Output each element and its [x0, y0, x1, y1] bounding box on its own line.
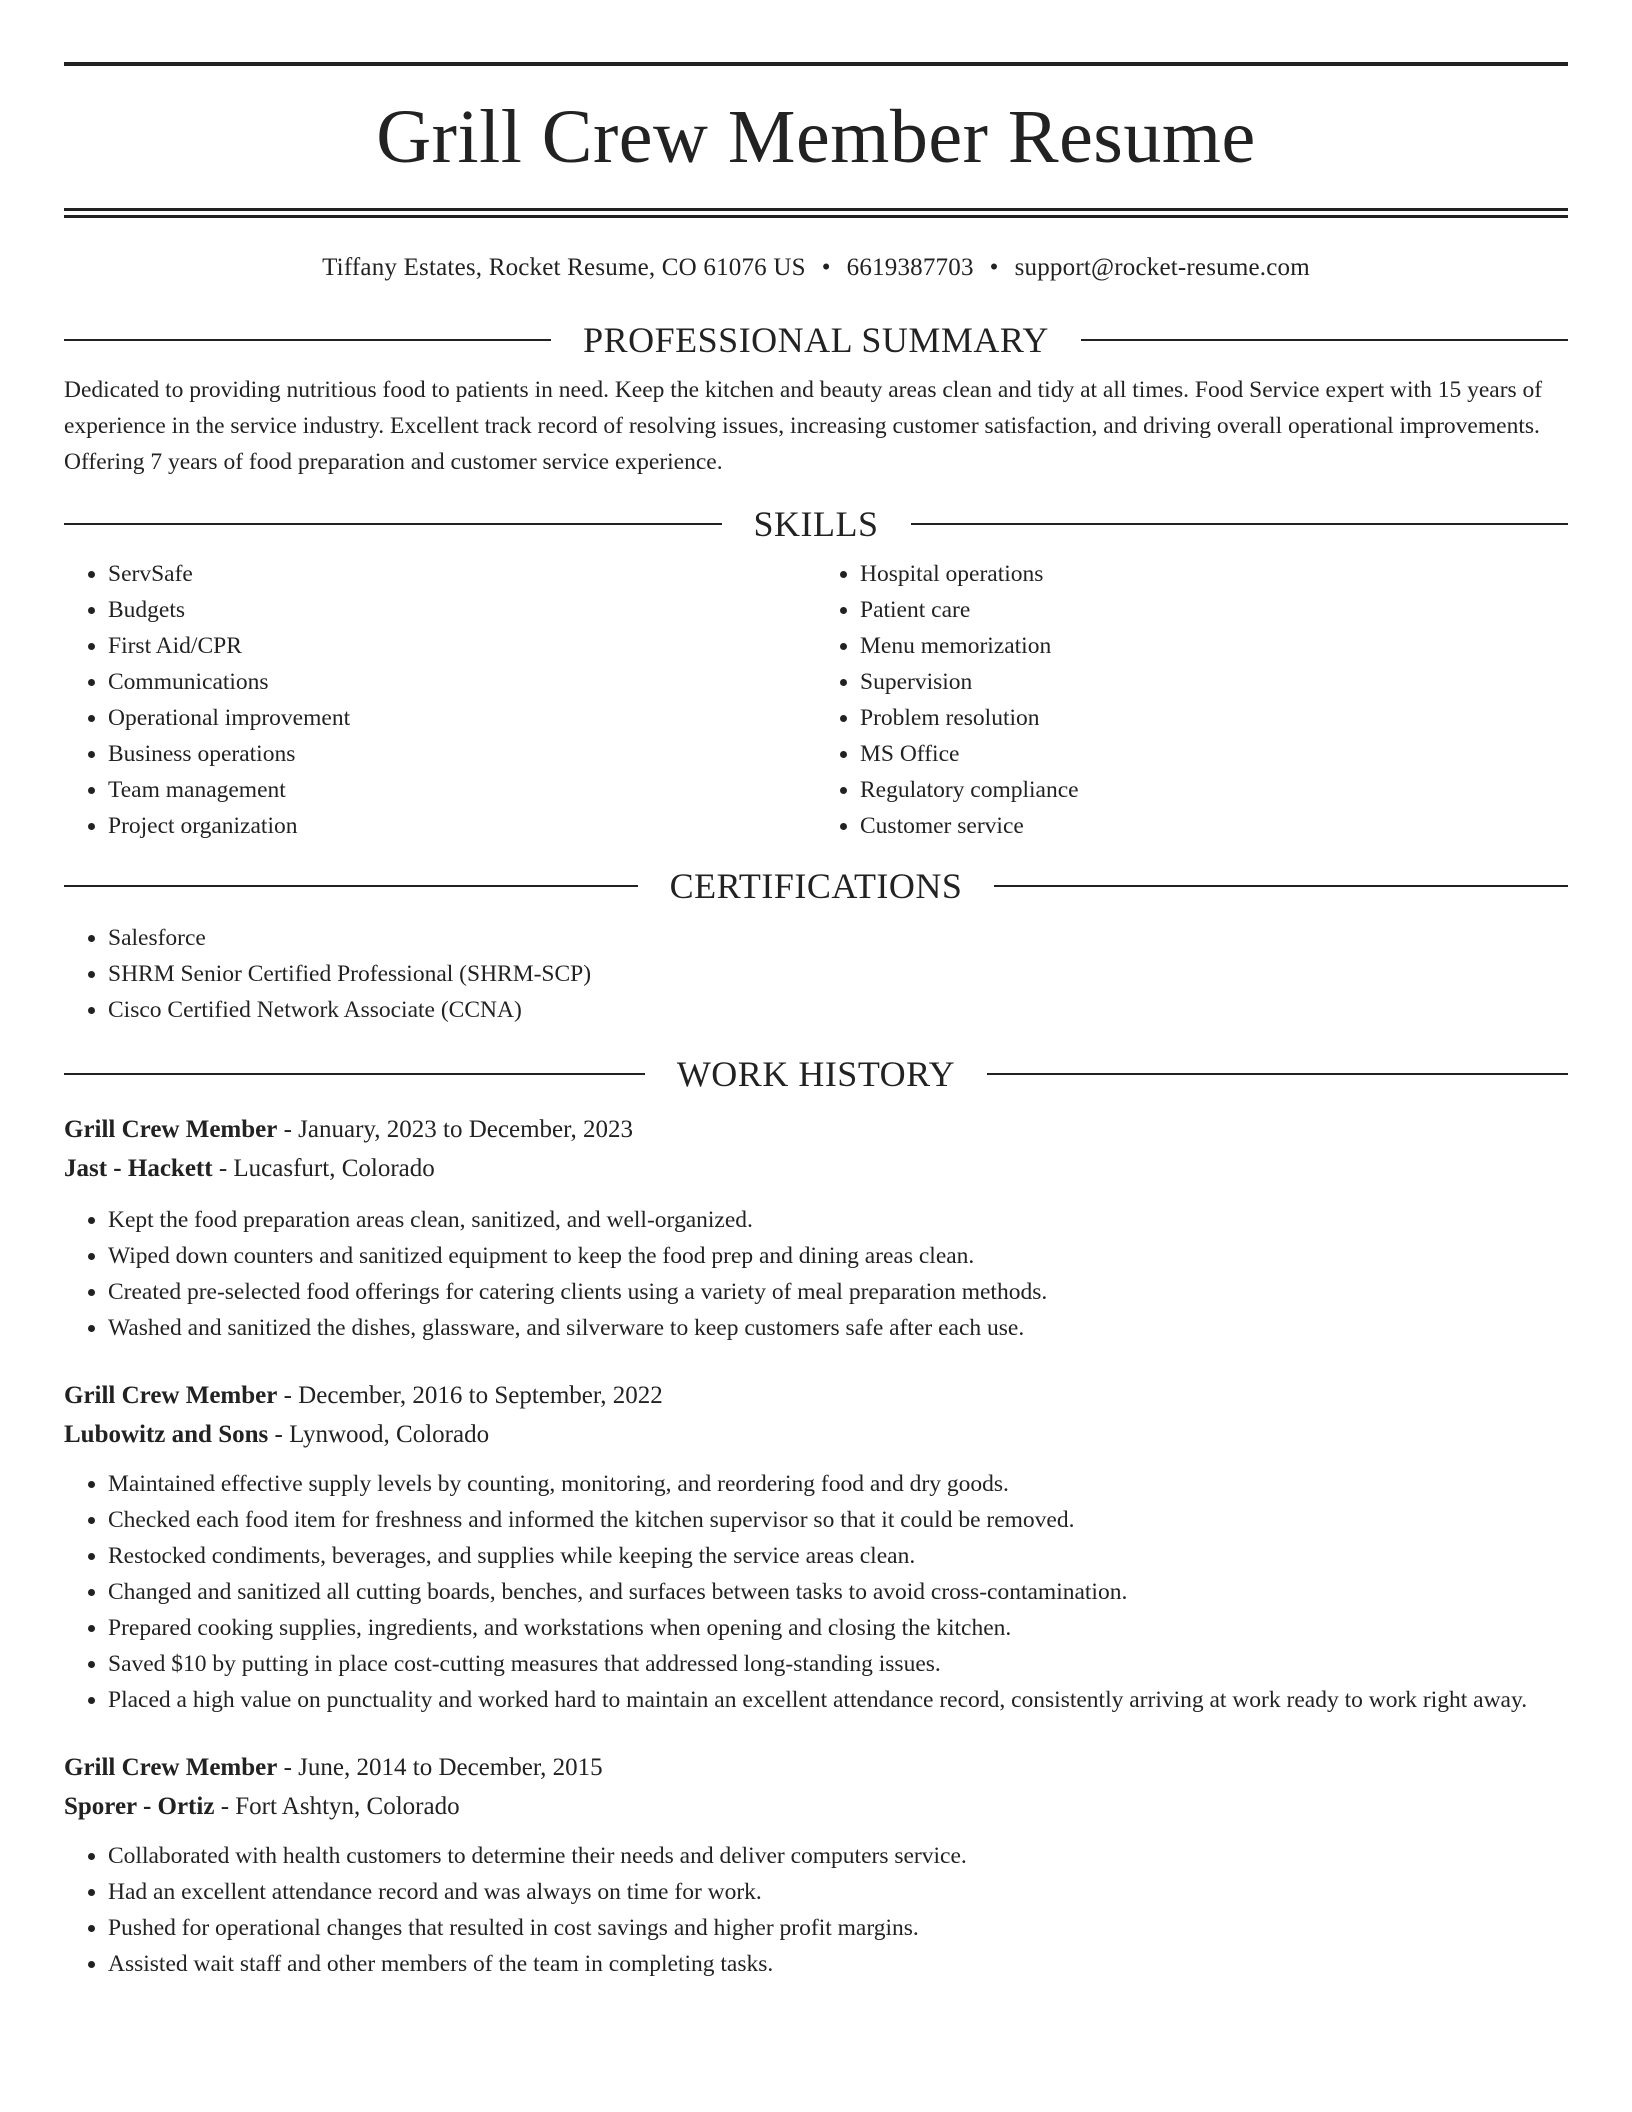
section-title: WORK HISTORY — [676, 1054, 956, 1094]
skill-item: • MS Office — [860, 736, 1568, 772]
job-duty-item: • Placed a high value on punctuality and worked hard to maintain an excellent attendance record, consistently arriving at work ready to work right away. — [108, 1682, 1568, 1718]
job-company-line — [64, 1149, 1568, 1188]
skill-item: • Customer service — [860, 808, 1568, 844]
certification-item: • SHRM Senior Certified Professional (SHRM-SCP) — [108, 956, 1568, 992]
skill-item: • Communications — [108, 664, 816, 700]
section-heading-summary — [64, 318, 1568, 362]
contact-address: Tiffany Estates, Rocket Resume, CO 61076 US — [322, 254, 806, 281]
skills-column-right — [816, 556, 1568, 844]
job-entry — [64, 1110, 1568, 1346]
skill-item: • Operational improvement — [108, 700, 816, 736]
contact-separator: • — [821, 254, 831, 281]
skill-item: • Supervision — [860, 664, 1568, 700]
section-title: CERTIFICATIONS — [669, 866, 963, 906]
job-company-line — [64, 1787, 1568, 1826]
skill-item: • Problem resolution — [860, 700, 1568, 736]
job-duty-item: • Had an excellent attendance record and was always on time for work. — [108, 1874, 1568, 1910]
contact-phone: 6619387703 — [846, 254, 974, 281]
job-duty-item: • Wiped down counters and sanitized equipment to keep the food prep and dining areas clean. — [108, 1238, 1568, 1274]
skill-item: • First Aid/CPR — [108, 628, 816, 664]
job-entry — [64, 1376, 1568, 1718]
skill-item: • Patient care — [860, 592, 1568, 628]
job-duty-item: • Checked each food item for freshness and informed the kitchen supervisor so that it could be removed. — [108, 1502, 1568, 1538]
job-location: - Fort Ashtyn, Colorado — [214, 1793, 460, 1820]
skill-item: • Project organization — [108, 808, 816, 844]
skill-item: • Regulatory compliance — [860, 772, 1568, 808]
job-title-line — [64, 1376, 1568, 1415]
section-heading-work-history — [64, 1052, 1568, 1096]
certification-item: • Salesforce — [108, 920, 1568, 956]
section-title: SKILLS — [753, 504, 879, 544]
certifications-list — [64, 920, 1568, 1028]
skill-item: • Team management — [108, 772, 816, 808]
skill-item: • Hospital operations — [860, 556, 1568, 592]
certifications-block — [64, 920, 1568, 1028]
skills-list-right — [816, 556, 1568, 844]
job-dates: - January, 2023 to December, 2023 — [277, 1116, 633, 1143]
divider-line — [64, 885, 638, 887]
job-dates: - June, 2014 to December, 2015 — [277, 1754, 603, 1781]
title-double-rule — [64, 208, 1568, 218]
job-entry — [64, 1748, 1568, 1982]
divider-line — [64, 523, 722, 525]
skills-grid — [64, 556, 1568, 844]
divider-line — [994, 885, 1568, 887]
job-duty-item: • Pushed for operational changes that resulted in cost savings and higher profit margins. — [108, 1910, 1568, 1946]
skill-item: • ServSafe — [108, 556, 816, 592]
job-title-line — [64, 1110, 1568, 1149]
job-duty-item: • Changed and sanitized all cutting boards, benches, and surfaces between tasks to avoid cross-contamination. — [108, 1574, 1568, 1610]
job-duty-item: • Assisted wait staff and other members of the team in completing tasks. — [108, 1946, 1568, 1982]
job-duties-list — [64, 1838, 1568, 1982]
job-location: - Lynwood, Colorado — [268, 1421, 490, 1448]
job-company: Lubowitz and Sons — [64, 1421, 269, 1448]
job-duty-item: • Prepared cooking supplies, ingredients, and workstations when opening and closing the kitchen. — [108, 1610, 1568, 1646]
contact-email: support@rocket-resume.com — [1014, 254, 1310, 281]
skills-column-left — [64, 556, 816, 844]
job-duty-item: • Collaborated with health customers to determine their needs and deliver computers service. — [108, 1838, 1568, 1874]
divider-line — [987, 1073, 1568, 1075]
contact-line — [64, 252, 1568, 284]
job-duty-item: • Kept the food preparation areas clean, sanitized, and well-organized. — [108, 1202, 1568, 1238]
skill-item: • Budgets — [108, 592, 816, 628]
divider-line — [64, 339, 551, 341]
divider-line — [64, 1073, 645, 1075]
skill-item: • Menu memorization — [860, 628, 1568, 664]
job-company: Jast - Hackett — [64, 1155, 213, 1182]
job-duty-item: • Restocked condiments, beverages, and supplies while keeping the service areas clean. — [108, 1538, 1568, 1574]
job-duties-list — [64, 1466, 1568, 1718]
divider-line — [1081, 339, 1568, 341]
divider-line — [911, 523, 1569, 525]
summary-text: Dedicated to providing nutritious food to patients in need. Keep the kitchen and beauty areas clean and tidy at all times. Food Service expert with 15 years of experience in the service industry. Excellent track record of resolving issues, increasing customer satisfaction, and driving overall operational improvements. Offering 7 years of food preparation and customer service experience. — [64, 377, 1543, 475]
job-duty-item: • Created pre-selected food offerings for catering clients using a variety of meal preparation methods. — [108, 1274, 1568, 1310]
job-duty-item: • Saved $10 by putting in place cost-cutting measures that addressed long-standing issues. — [108, 1646, 1568, 1682]
section-heading-skills — [64, 502, 1568, 546]
job-dates: - December, 2016 to September, 2022 — [277, 1382, 663, 1409]
job-title: Grill Crew Member — [64, 1382, 278, 1409]
page-title: Grill Crew Member Resume — [376, 95, 1256, 179]
job-duty-item: • Washed and sanitized the dishes, glassware, and silverware to keep customers safe after each use. — [108, 1310, 1568, 1346]
job-title: Grill Crew Member — [64, 1116, 278, 1143]
job-title-line — [64, 1748, 1568, 1787]
job-location: - Lucasfurt, Colorado — [212, 1155, 435, 1182]
job-duty-item: • Maintained effective supply levels by counting, monitoring, and reordering food and dry goods. — [108, 1466, 1568, 1502]
job-duties-list — [64, 1202, 1568, 1346]
job-company: Sporer - Ortiz — [64, 1793, 215, 1820]
section-heading-certifications — [64, 864, 1568, 908]
skill-item: • Business operations — [108, 736, 816, 772]
job-company-line — [64, 1415, 1568, 1454]
job-title: Grill Crew Member — [64, 1754, 278, 1781]
contact-separator: • — [989, 254, 999, 281]
skills-list-left — [64, 556, 816, 844]
certification-item: • Cisco Certified Network Associate (CCNA) — [108, 992, 1568, 1028]
top-rule — [64, 62, 1568, 66]
section-title: PROFESSIONAL SUMMARY — [583, 320, 1049, 360]
